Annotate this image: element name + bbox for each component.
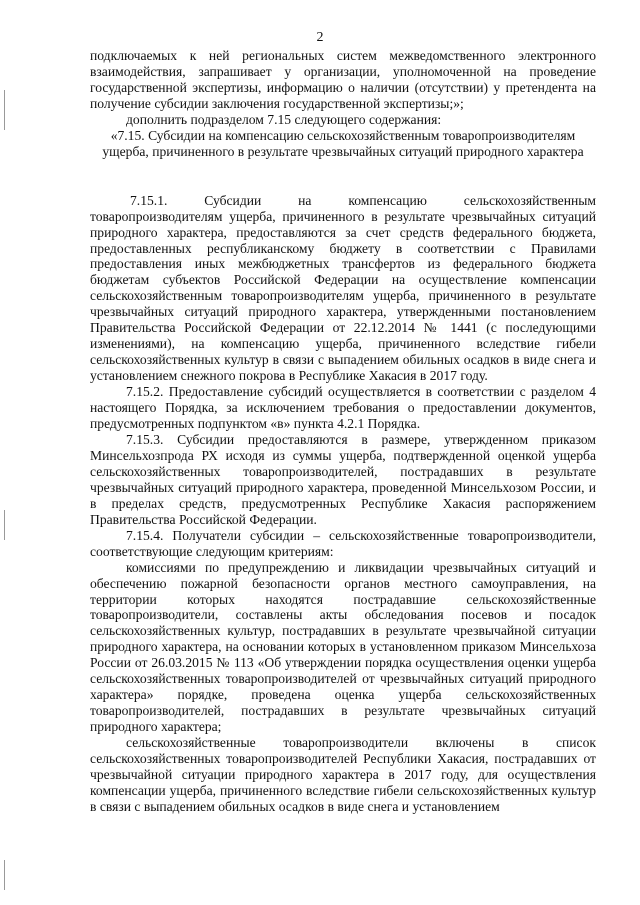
section-spacer: [90, 160, 596, 193]
paragraph-7-15-4: 7.15.4. Получатели субсидии – сельскохозяйственные товаропроизводители, соответствующие следующим критериям:: [90, 527, 596, 559]
criterion-item: сельскохозяйственные товаропроизводители включены в список сельскохозяйственных товаропроизводителей Республики Хакасия, пострадавших от чрезвычайной ситуации природного характера в 2017 году, для осуществления компенсации ущерба, причиненного вследствие гибели сельскохозяйственных культур в связи с выпадением обильных осадков в виде снега и установлением: [90, 735, 596, 814]
paragraph-7-15-1: 7.15.1. Субсидии на компенсацию сельскохозяйственным товаропроизводителям ущерба, причиненного в результате чрезвычайных ситуаций природного характера, предоставляются за счет средств федерального бюджета, предоставленных республиканскому бюджету в соответствии с Правилами предоставления иных межбюджетных трансфертов из федерального бюджета бюджетам субъектов Российской Федерации на осуществление компенсации сельскохозяйственным товаропроизводителям ущерба, причиненного в результате чрезвычайных ситуаций природного характера, утвержденными постановлением Правительства Российской Федерации от 22.12.2014 № 1441 (с последующими изменениями), на компенсацию ущерба, причиненного вследствие гибели сельскохозяйственных культур в связи с выпадением обильных осадков в виде снега и установлением снежного покрова в Республике Хакасия в 2017 году.: [90, 192, 596, 384]
scan-edge-mark: [4, 510, 5, 540]
paragraph-amendment-intro: дополнить подразделом 7.15 следующего содержания:: [126, 111, 442, 127]
document-body: [90, 48, 596, 815]
section-heading-7-15: «7.15. Субсидии на компенсацию сельскохозяйственным товаропроизводителям ущерба, причиненного в результате чрезвычайных ситуаций природного характера: [102, 127, 584, 159]
paragraph-7-15-3: 7.15.3. Субсидии предоставляются в размере, утвержденном приказом Минсельхозпрода РХ исходя из суммы ущерба, подтвержденной оценкой ущерба сельскохозяйственных товаропроизводителей, пострадавших в результате чрезвычайных ситуаций природного характера, проведенной Минсельхозом России, и в пределах средств, предусмотренных Республике Хакасия распоряжением Правительства Российской Федерации.: [90, 431, 596, 527]
scan-edge-mark: [4, 860, 5, 890]
paragraph-continuation: подключаемых к ней региональных систем межведомственного электронного взаимодействия, запрашивает у организации, уполномоченной на проведение государственной экспертизы, информацию о наличии (отсутствии) у претендента на получение субсидии заключения государственной экспертизы;»;: [90, 48, 596, 111]
paragraph-7-15-2: 7.15.2. Предоставление субсидий осуществляется в соответствии с разделом 4 настоящего Порядка, за исключением требования о предоставлении документов, предусмотренных подпунктом «в» пункта 4.2.1 Порядка.: [90, 384, 596, 432]
criterion-item: комиссиями по предупреждению и ликвидации чрезвычайных ситуаций и обеспечению пожарной безопасности органов местного самоуправления, на территории которых находятся пострадавшие сельскохозяйственные товаропроизводители, составлены акты обследования посевов и посадок сельскохозяйственных культур, пострадавших в результате чрезвычайной ситуации природного характера, на основании которых в установленном приказом Минсельхоза России от 26.03.2015 № 113 «Об утверждении порядка осуществления оценки ущерба сельскохозяйственных товаропроизводителей от чрезвычайных ситуаций природного характера» порядке, проведена оценка ущерба сельскохозяйственных товаропроизводителей, пострадавших в результате чрезвычайных ситуаций природного характера;: [90, 559, 596, 735]
page-number: 2: [316, 30, 324, 45]
scan-edge-mark: [4, 90, 5, 130]
